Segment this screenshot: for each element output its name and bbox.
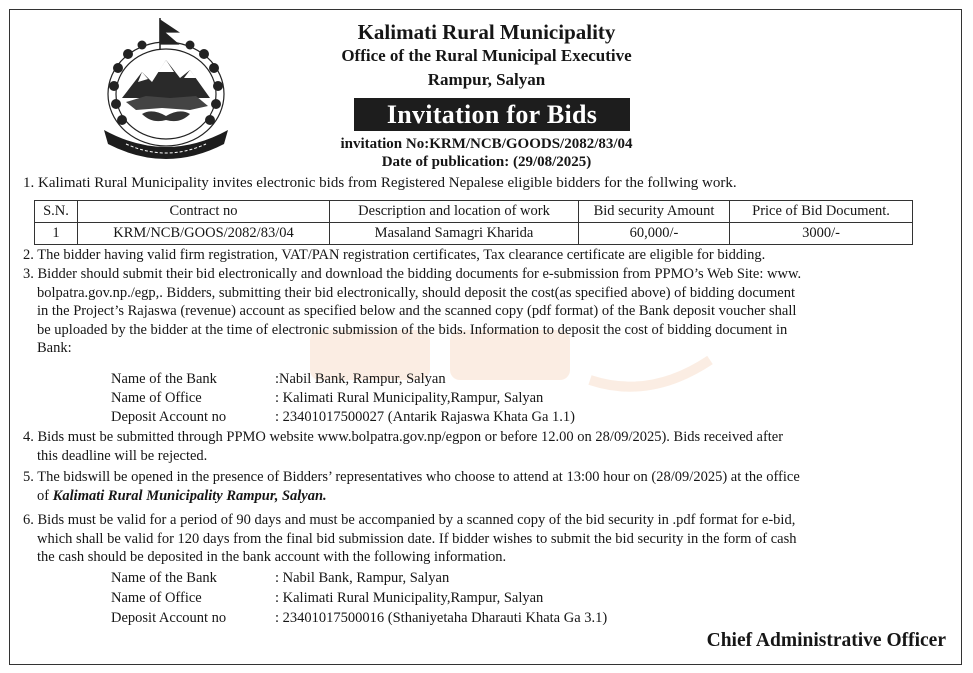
paragraph-5-line: 5. The bidswill be opened in the presence of Bidders’ representatives who choose to attend at 13:00 hour on (28/09/2025) at the office — [23, 469, 800, 485]
paragraph-4 — [23, 428, 953, 465]
field-label: Name of the Bank — [111, 371, 217, 387]
field-label: Name of the Bank — [111, 570, 217, 586]
municipality-name: Kalimati Rural Municipality — [357, 20, 616, 44]
paragraph-6-line: the cash should be deposited in the bank account with the following information. — [37, 549, 507, 566]
table-cell: 60,000/- — [579, 223, 730, 245]
paragraph-3-line: Bank: — [37, 340, 72, 357]
paragraph-6-line: 6. Bids must be valid for a period of 90 days and must be accompanied by a scanned copy of the bid security in .pdf format for e-bid, — [23, 512, 796, 528]
field-label: Deposit Account no — [111, 409, 227, 425]
table-row — [35, 223, 913, 245]
office-location: Rampur, Salyan — [427, 70, 546, 89]
paragraph-3-line: bolpatra.gov.np./egp,. Bidders, submitting their bid electronically, should deposit the cost(as specified above) of bidding document — [37, 284, 795, 301]
field-label: Deposit Account no — [111, 610, 227, 626]
paragraph-5-line — [23, 487, 953, 506]
signatory-title: Chief Administrative Officer — [706, 630, 946, 651]
field-value: :Nabil Bank, Rampur, Salyan — [275, 371, 446, 387]
invitation-banner: Invitation for Bids — [354, 98, 630, 131]
field-label: Name of Office — [111, 390, 202, 406]
field-value: : 23401017500027 (Antarik Rajaswa Khata Ga 1.1) — [275, 409, 576, 425]
paragraph-3-line: 3. Bidder should submit their bid electronically and download the bidding documents for e-submission from PPMO’s Web Site: www. — [23, 266, 802, 282]
paragraph-4-line: 4. Bids must be submitted through PPMO website www.bolpatra.gov.np/egpon or before 12.00 on 28/09/2025). Bids received after — [23, 429, 784, 445]
table-header: Bid security Amount — [579, 201, 730, 223]
field-label: Name of Office — [111, 590, 202, 606]
paragraph-4-line: this deadline will be rejected. — [37, 447, 208, 464]
table-cell: KRM/NCB/GOOS/2082/83/04 — [78, 223, 330, 245]
table-cell: 3000/- — [730, 223, 913, 245]
paragraph-5 — [23, 468, 953, 505]
paragraph-5-prefix: of — [37, 487, 53, 504]
paragraph-6 — [23, 511, 953, 567]
field-value: : Kalimati Rural Municipality,Rampur, Salyan — [275, 590, 544, 606]
publication-date: Date of publication: (29/08/2025) — [381, 154, 592, 170]
table-header: S.N. — [35, 201, 78, 223]
field-value: : 23401017500016 (Sthaniyetaha Dharauti Khata Ga 3.1) — [275, 610, 608, 626]
table-header: Description and location of work — [330, 201, 579, 223]
field-value: : Nabil Bank, Rampur, Salyan — [275, 570, 450, 586]
invitation-number: invitation No:KRM/NCB/GOODS/2082/83/04 — [340, 136, 633, 152]
office-name: Office of the Rural Municipal Executive — [341, 46, 632, 65]
paragraph-6-line: which shall be valid for 120 days from the final bid submission date. If bidder wishes to submit the bid security in the form of cash — [37, 530, 797, 547]
table-header: Price of Bid Document. — [730, 201, 913, 223]
paragraph-3-line: be uploaded by the bidder at the time of electronic submission of the bids. Information to deposit the cost of bidding document in — [37, 321, 788, 338]
table-cell: 1 — [35, 223, 78, 245]
paragraph-2: 2. The bidder having valid firm registration, VAT/PAN registration certificates, Tax clearance certificate are eligible for bidding. — [23, 247, 766, 263]
table-header: Contract no — [78, 201, 330, 223]
paragraph-3-line: in the Project’s Rajaswa (revenue) account as specified below and the scanned copy (pdf format) of the Bank deposit voucher shall — [37, 303, 797, 320]
field-value: : Kalimati Rural Municipality,Rampur, Salyan — [275, 390, 544, 406]
bid-table — [34, 200, 913, 245]
paragraph-1: 1. Kalimati Rural Municipality invites electronic bids from Registered Nepalese eligible bidders for the follwing work. — [23, 175, 737, 191]
table-header-row — [35, 201, 913, 223]
table-cell: Masaland Samagri Kharida — [330, 223, 579, 245]
paragraph-3 — [23, 265, 953, 358]
office-emphasis: Kalimati Rural Municipality Rampur, Salyan. — [52, 487, 327, 504]
